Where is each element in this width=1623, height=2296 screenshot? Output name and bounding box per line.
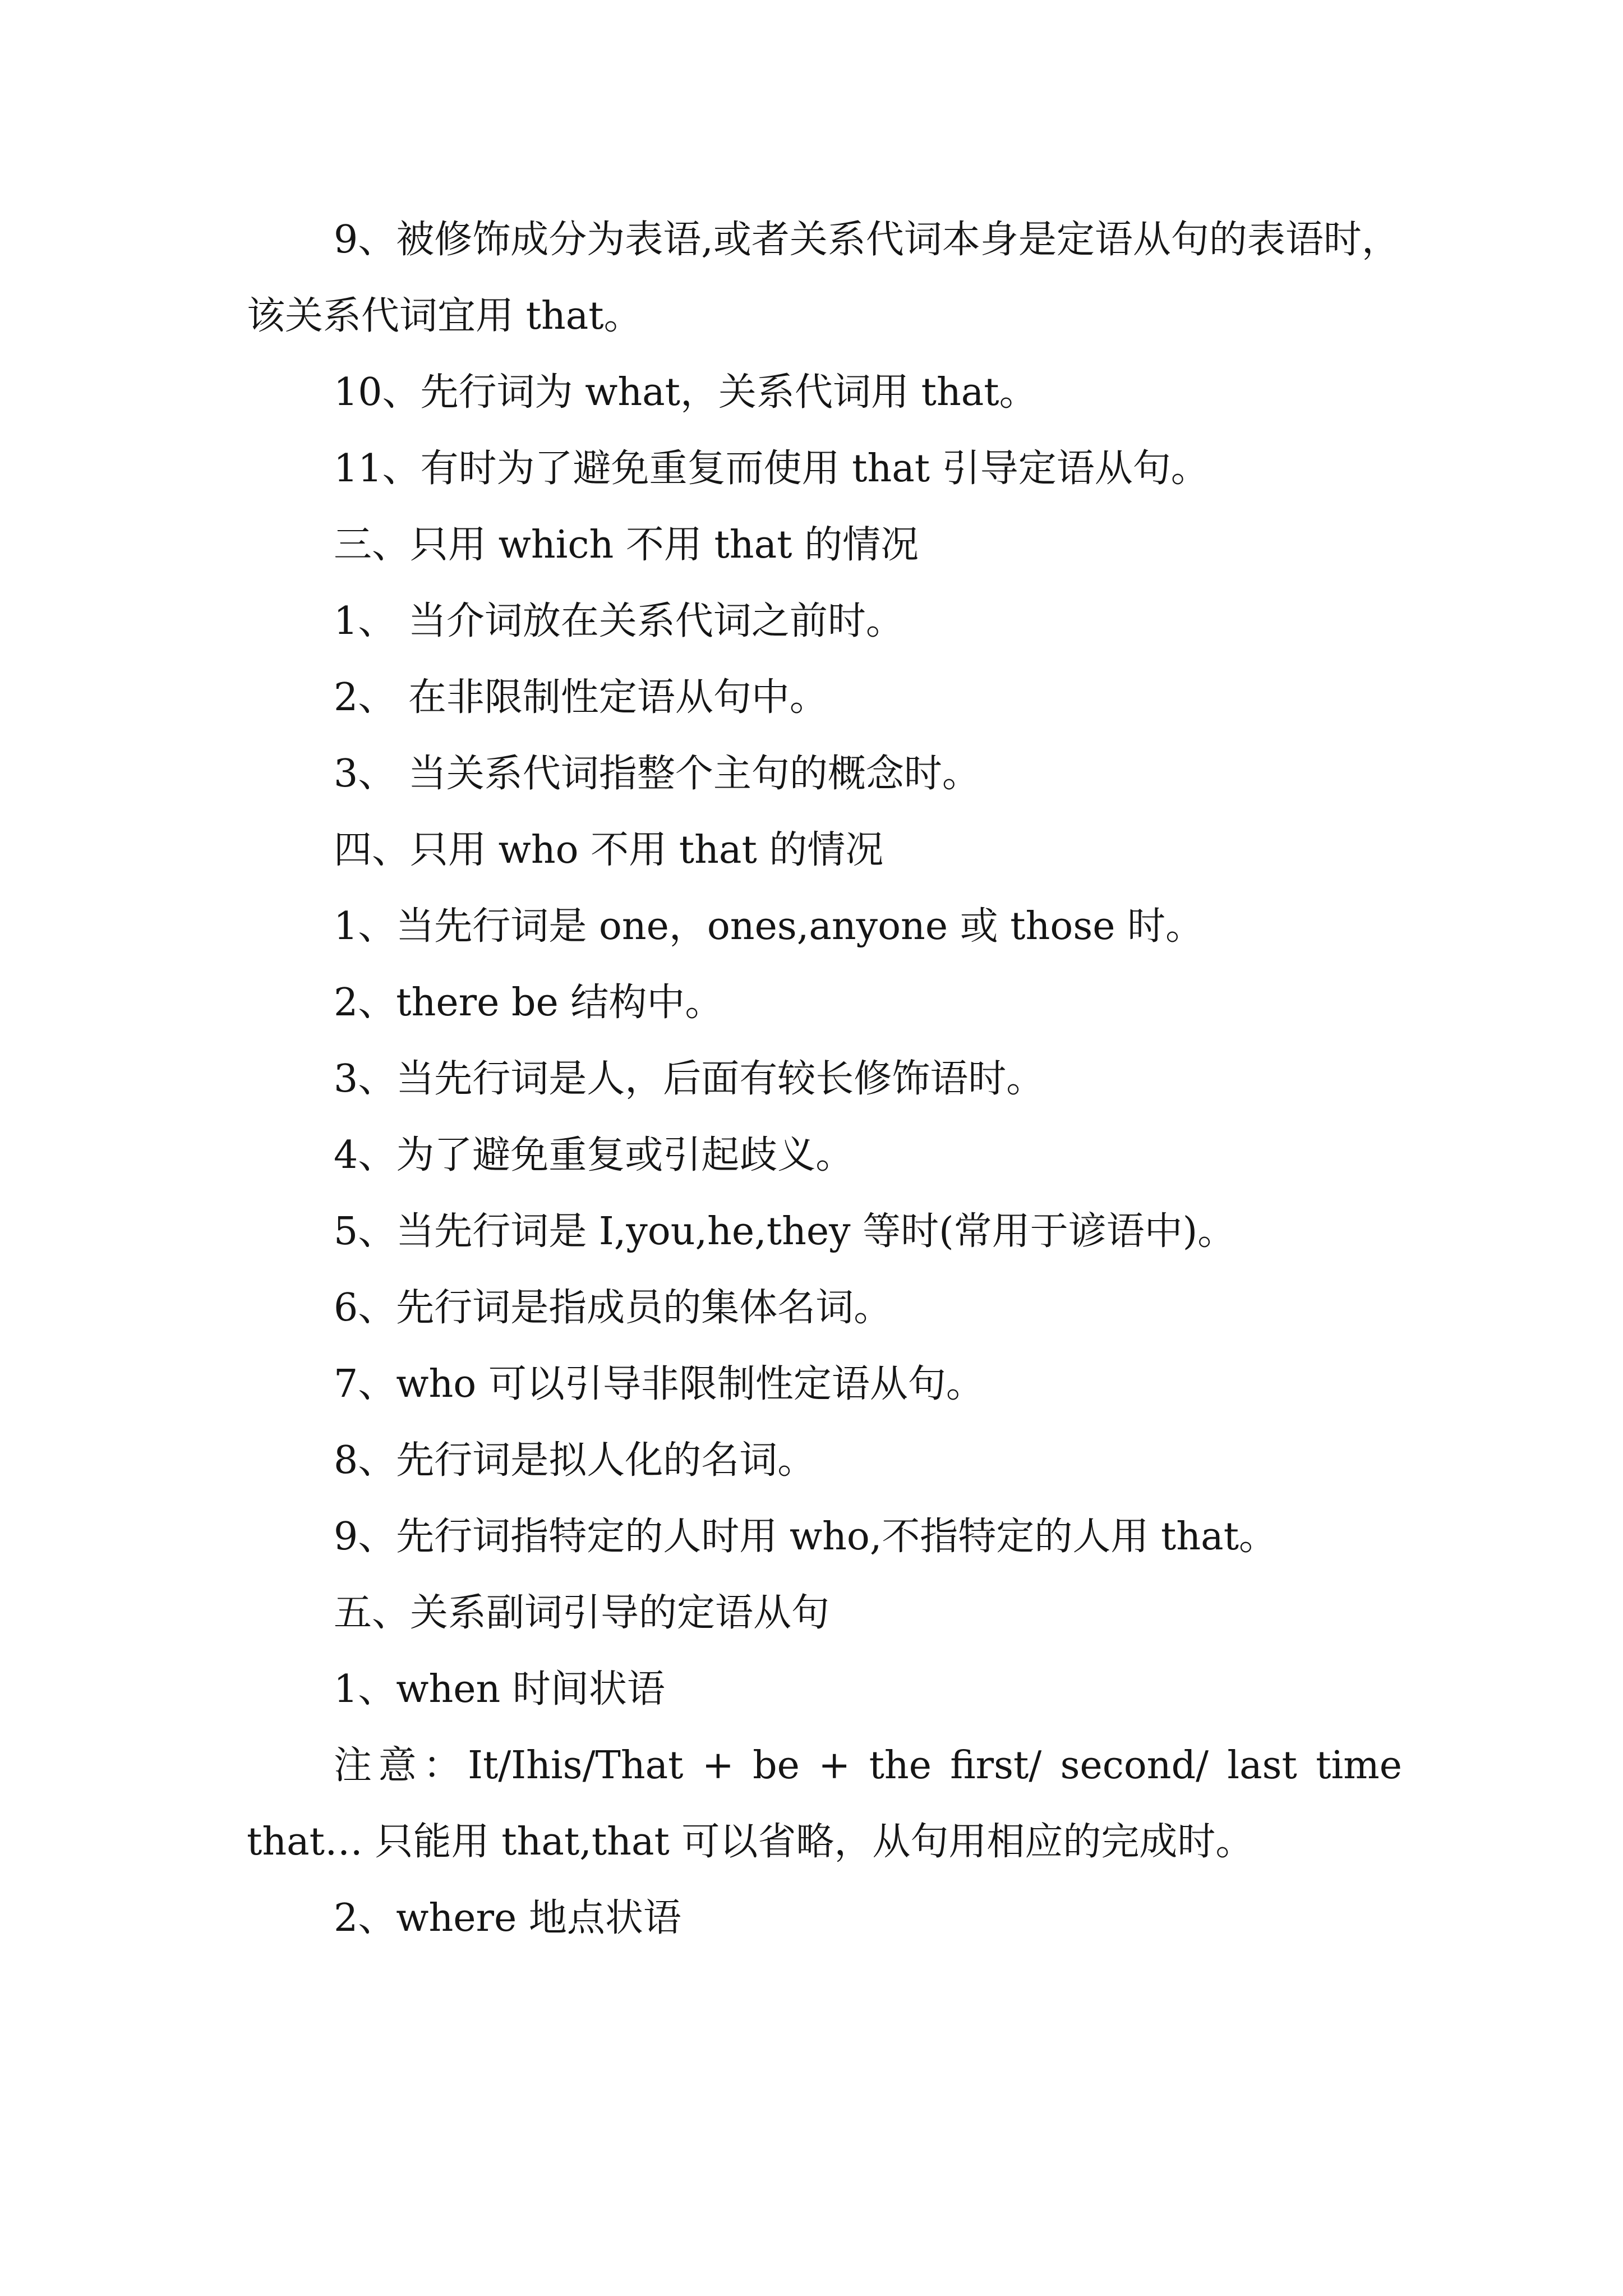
paragraph-rule-11-repetition: 11、有时为了避免重复而使用 that 引导定语从句。 — [334, 447, 1209, 491]
section-heading-which-only: 三、只用 which 不用 that 的情况 — [334, 523, 919, 567]
list-item-who-1: 1、当先行词是 one，ones,anyone 或 those 时。 — [334, 904, 1204, 949]
list-item-who-5: 5、当先行词是 I,you,he,they 等时(常用于谚语中)。 — [334, 1209, 1236, 1254]
paragraph-rule-9-predicative: 9、被修饰成分为表语,或者关系代词本身是定语从句的表语时，该关系代词宜用 that。 — [247, 218, 1400, 338]
list-item-who-6: 6、先行词是指成员的集体名词。 — [334, 1286, 892, 1330]
list-item-where: 2、where 地点状语 — [334, 1896, 681, 1940]
list-item-who-9: 9、先行词指特定的人时用 who,不指特定的人用 that。 — [334, 1515, 1278, 1559]
list-item-which-1: 1、 当介词放在关系代词之前时。 — [334, 599, 904, 643]
list-item-who-2: 2、there be 结构中。 — [334, 981, 723, 1025]
section-heading-who-only: 四、只用 who 不用 that 的情况 — [334, 828, 884, 872]
list-item-when: 1、when 时间状语 — [334, 1667, 665, 1711]
list-item-which-2: 2、 在非限制性定语从句中。 — [334, 675, 828, 720]
section-heading-relative-adverbs: 五、关系副词引导的定语从句 — [334, 1591, 830, 1635]
list-item-who-8: 8、先行词是拟人化的名词。 — [334, 1438, 816, 1483]
list-item-who-7: 7、who 可以引导非限制性定语从句。 — [334, 1362, 984, 1406]
list-item-who-4: 4、为了避免重复或引起歧义。 — [334, 1133, 854, 1177]
document-body — [247, 202, 1402, 1957]
list-item-who-3: 3、当先行词是人，后面有较长修饰语时。 — [334, 1057, 1045, 1101]
list-item-which-3: 3、 当关系代词指整个主句的概念时。 — [334, 752, 980, 796]
note-paragraph: 注意：It/Ihis/That + be + the first/ second/ last time that… 只能用 that,that 可以省略，从句用相应的完成时。 — [247, 1743, 1402, 1864]
paragraph-rule-10-what: 10、先行词为 what，关系代词用 that。 — [334, 370, 1038, 415]
